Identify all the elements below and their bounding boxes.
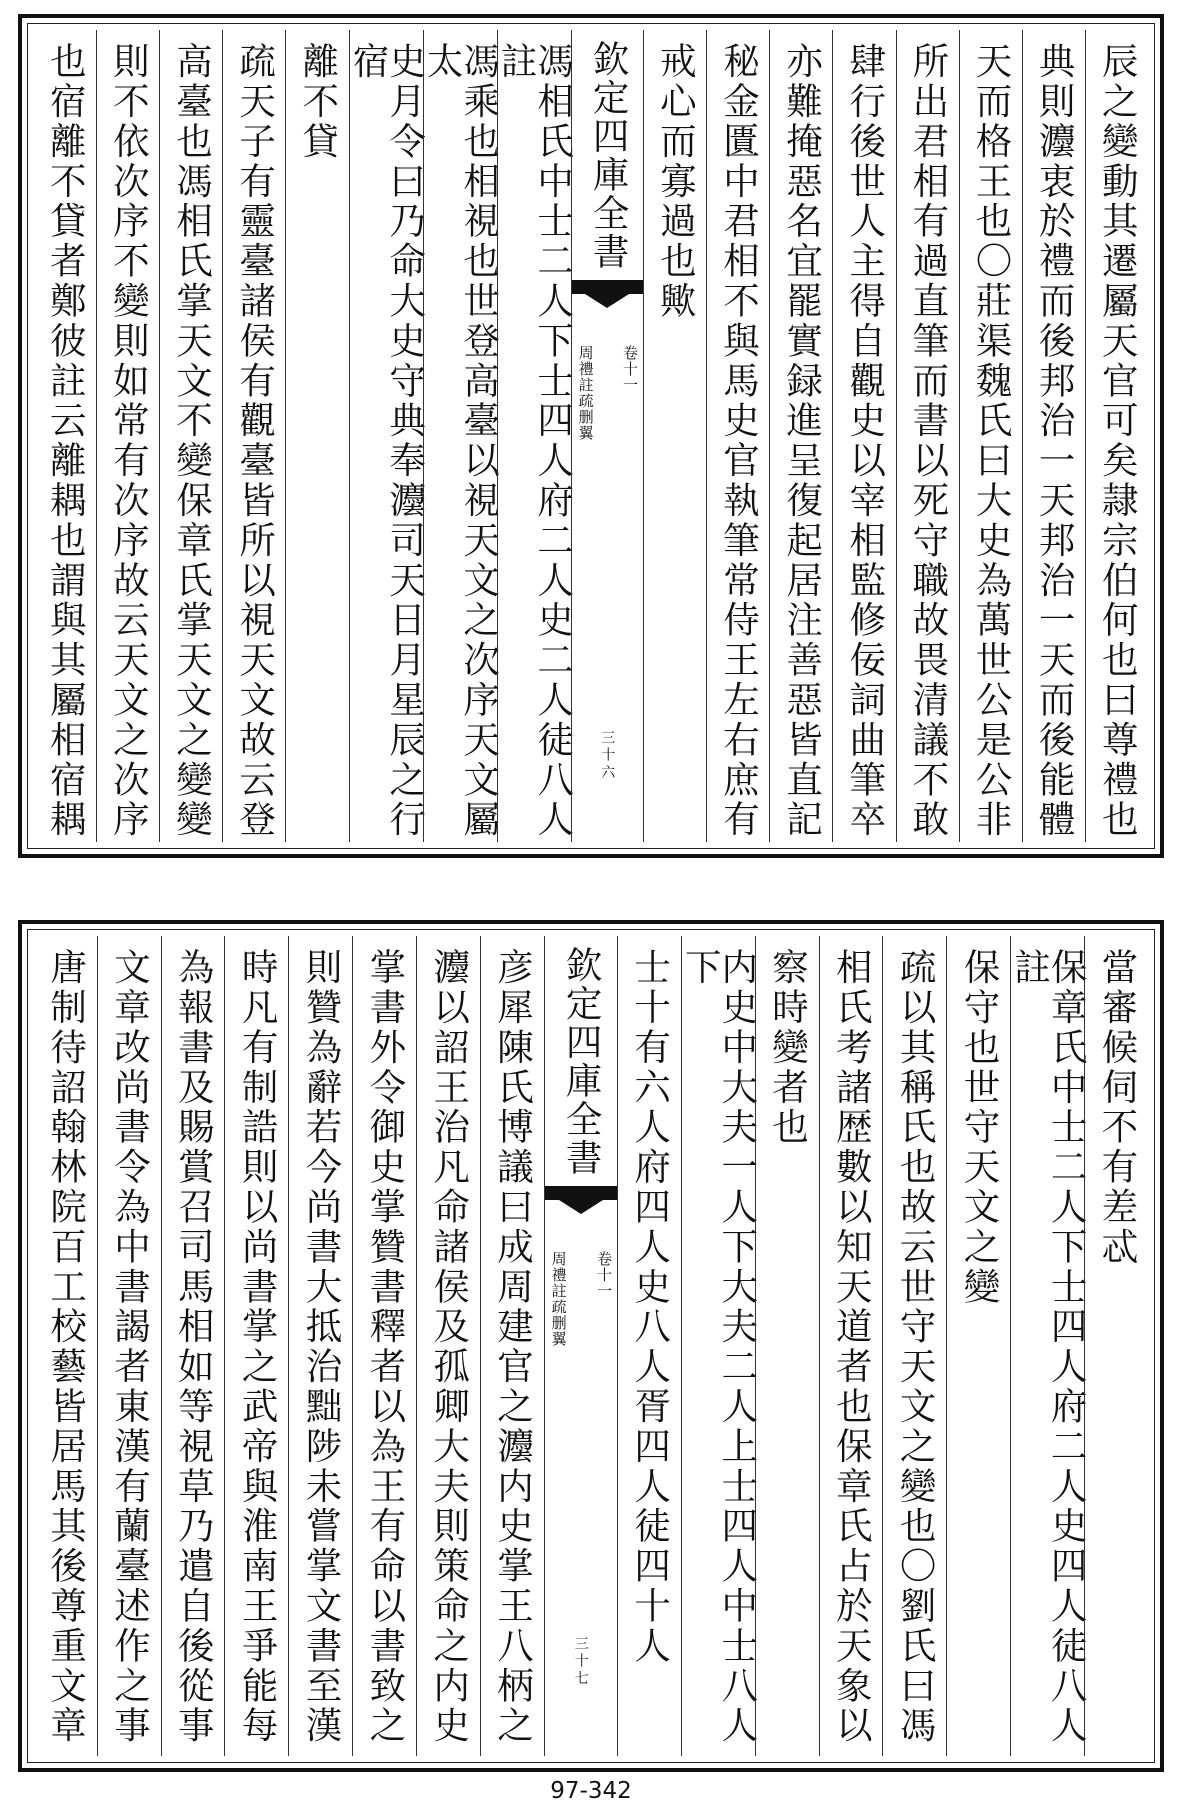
text-column: 保章氏中士二人下士四人府二人史四人徒八人註 — [1010, 936, 1084, 1756]
text-column: 高臺也馮相氏掌天文不變保章氏掌天文之變變 — [159, 30, 222, 842]
text-column: 則不依次序不變則如常有次序故云天文之次序 — [96, 30, 159, 842]
bottom-page — [18, 920, 1164, 1772]
text-column: 也宿離不貸者鄭彼註云離耦也謂與其屬相宿耦 — [44, 42, 88, 840]
text-column: 察時變者也 — [755, 936, 819, 1756]
fish-tail-mark — [545, 1186, 617, 1228]
text-column: 典則灋衷於禮而後邦治一天邦治一天而後能體 — [1022, 30, 1085, 842]
text-column: 離不貸 — [285, 30, 348, 842]
fold-page-number: 三十六 — [599, 730, 616, 783]
text-column: 秘金匱中君相不與馬史官執筆常侍王左右庶有 — [706, 30, 769, 842]
text-column: 士十有六人府四人史八人胥四人徒四十人 — [617, 936, 681, 1756]
fold-book-title: 周禮註疏删翼 — [576, 345, 595, 441]
fold-page-number: 三十七 — [572, 1636, 589, 1689]
text-column: 唐制待詔翰林院百工校藝皆居馬其後尊重文章 — [44, 948, 88, 1746]
text-column: 當審候伺不有差忒 — [1084, 936, 1148, 1756]
fold-title: 欽定四庫全書 — [587, 40, 631, 271]
text-column: 保守也世守天文之變 — [946, 936, 1010, 1756]
fish-tail-mark — [572, 280, 643, 322]
text-column: 為報書及賜賞召司馬相如等視草乃遣自後從事 — [161, 936, 225, 1756]
fold-volume: 卷十一 — [621, 345, 639, 393]
text-column: 文章改尚書令為中書謁者東漢有蘭臺述作之事 — [97, 936, 161, 1756]
text-column: 天而格王也〇莊渠魏氏曰大史為萬世公是公非 — [959, 30, 1022, 842]
text-column: 馮乘也相視也世登高臺以視天文之次序天文屬太 — [423, 30, 497, 842]
text-column: 時凡有制誥則以尚書掌之武帝與淮南王爭能每 — [224, 936, 288, 1756]
bottom-page-columns — [34, 936, 1148, 1756]
text-column: 内史中大夫一人下大夫二人上士四人中士八人下 — [681, 936, 755, 1756]
text-column: 肆行後世人主得自觀史以宰相監修佞詞曲筆卒 — [832, 30, 895, 842]
text-column: 彦犀陳氏博議曰成周建官之灋内史掌王八柄之 — [480, 936, 544, 1756]
text-column: 史月令曰乃命大史守典奉灋司天日月星辰之行宿 — [349, 30, 423, 842]
center-fold — [544, 936, 617, 1756]
text-column: 疏天子有靈臺諸侯有觀臺皆所以視天文故云登 — [222, 30, 285, 842]
text-column: 則贊為辭若今尚書大抵治黜陟未嘗掌文書至漢 — [288, 936, 352, 1756]
text-column: 戒心而寡過也歟 — [643, 30, 706, 842]
text-column: 灋以詔王治凡命諸侯及孤卿大夫則策命之内史 — [416, 936, 480, 1756]
text-column: 辰之變動其遷屬天官可矣隷宗伯何也曰尊禮也 — [1085, 30, 1148, 842]
fold-book-title: 周禮註疏删翼 — [549, 1251, 568, 1347]
top-page — [18, 14, 1164, 858]
text-column: 相氏考諸歴數以知天道者也保章氏占於天象以 — [819, 936, 883, 1756]
center-fold — [571, 30, 643, 842]
text-column: 疏以其稱氏也故云世守天文之變也〇劉氏曰馮 — [882, 936, 946, 1756]
text-column: 亦難掩惡名宜罷實録進呈復起居注善惡皆直記 — [769, 30, 832, 842]
fold-title: 欽定四庫全書 — [560, 946, 604, 1177]
text-column: 馮相氏中士二人下士四人府二人史二人徒八人註 — [497, 30, 571, 842]
text-column: 掌書外令御史掌贊書釋者以為王有命以書致之 — [352, 936, 416, 1756]
text-column: 所出君相有過直筆而書以死守職故畏清議不敢 — [896, 30, 959, 842]
top-page-columns — [34, 30, 1148, 842]
page-number: 97-342 — [550, 1778, 632, 1804]
fold-volume: 卷十一 — [594, 1251, 613, 1299]
